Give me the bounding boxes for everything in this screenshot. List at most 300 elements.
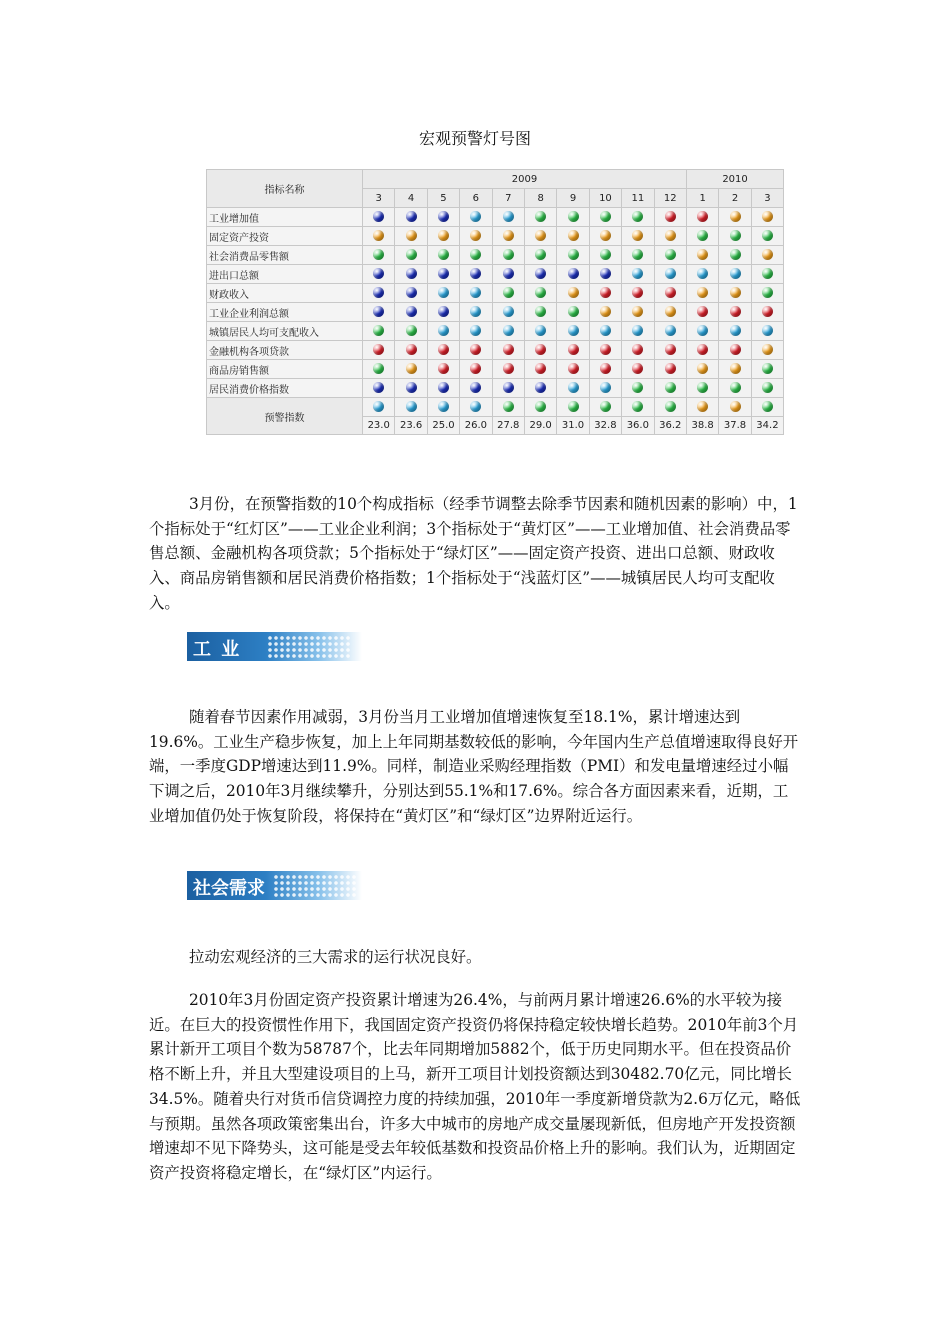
indicator-5-signal-dot-10 <box>697 306 708 317</box>
indicator-8-signal-dot-3 <box>470 363 481 374</box>
signal-cell <box>492 284 524 303</box>
signal-cell <box>460 246 492 265</box>
indicator-2-signal-dot-10 <box>697 249 708 260</box>
signal-cell <box>751 303 783 322</box>
section-banner-industry <box>187 632 362 661</box>
signal-cell <box>492 246 524 265</box>
signal-cell <box>492 265 524 284</box>
section-banner-demand <box>187 871 362 900</box>
signal-cell <box>622 265 654 284</box>
signal-cell <box>363 265 395 284</box>
signal-cell <box>686 379 718 398</box>
warning-signal-cell <box>395 398 427 417</box>
signal-cell <box>719 227 751 246</box>
indicator-6-signal-dot-4 <box>503 325 514 336</box>
indicator-0-signal-dot-3 <box>470 211 481 222</box>
indicator-8-signal-dot-6 <box>568 363 579 374</box>
indicator-1-signal-dot-7 <box>600 230 611 241</box>
signal-cell <box>751 379 783 398</box>
warning-index-value: 37.8 <box>719 417 751 435</box>
indicator-8-signal-dot-4 <box>503 363 514 374</box>
warning-index-value: 31.0 <box>557 417 589 435</box>
indicator-9-signal-dot-11 <box>730 382 741 393</box>
table-row <box>207 284 784 303</box>
signal-cell <box>460 227 492 246</box>
signal-cell <box>395 303 427 322</box>
indicator-6-signal-dot-5 <box>535 325 546 336</box>
warning-signal-cell <box>589 398 621 417</box>
header-year-2009: 2009 <box>363 170 687 189</box>
warning-index-value: 23.0 <box>363 417 395 435</box>
indicator-4-signal-dot-2 <box>438 287 449 298</box>
indicator-0-signal-dot-6 <box>568 211 579 222</box>
indicator-6-signal-dot-2 <box>438 325 449 336</box>
section-banner-industry-label: 工 业 <box>193 639 242 660</box>
indicator-2-signal-dot-6 <box>568 249 579 260</box>
signal-cell <box>719 246 751 265</box>
indicator-3-signal-dot-3 <box>470 268 481 279</box>
chart-title: 宏观预警灯号图 <box>418 129 531 148</box>
indicator-7-signal-dot-6 <box>568 344 579 355</box>
indicator-9-signal-dot-4 <box>503 382 514 393</box>
indicator-8-signal-dot-0 <box>373 363 384 374</box>
signal-cell <box>622 208 654 227</box>
indicator-8-signal-dot-1 <box>406 363 417 374</box>
indicator-9-signal-dot-7 <box>600 382 611 393</box>
indicator-0-signal-dot-12 <box>762 211 773 222</box>
indicator-5-signal-dot-8 <box>632 306 643 317</box>
indicator-2-signal-dot-1 <box>406 249 417 260</box>
warning-index-value: 25.0 <box>427 417 459 435</box>
signal-cell <box>395 341 427 360</box>
warning-signal-cell <box>557 398 589 417</box>
signal-cell <box>427 379 459 398</box>
indicator-9-signal-dot-3 <box>470 382 481 393</box>
indicator-3-signal-dot-8 <box>632 268 643 279</box>
table-row <box>207 246 784 265</box>
signal-cell <box>622 379 654 398</box>
signal-cell <box>686 265 718 284</box>
indicator-0-signal-dot-2 <box>438 211 449 222</box>
indicator-0-signal-dot-11 <box>730 211 741 222</box>
signal-cell <box>395 265 427 284</box>
signal-cell <box>686 227 718 246</box>
header-month: 2 <box>719 189 751 208</box>
warning-index-value: 36.0 <box>622 417 654 435</box>
signal-cell <box>492 379 524 398</box>
signal-cell <box>395 360 427 379</box>
indicator-name: 金融机构各项贷款 <box>207 341 363 360</box>
banner-dots-decoration <box>267 635 352 658</box>
table-row <box>207 322 784 341</box>
signal-cell <box>751 227 783 246</box>
indicator-7-signal-dot-2 <box>438 344 449 355</box>
indicator-7-signal-dot-0 <box>373 344 384 355</box>
indicator-9-signal-dot-6 <box>568 382 579 393</box>
header-month: 9 <box>557 189 589 208</box>
signal-cell <box>719 322 751 341</box>
signal-cell <box>492 227 524 246</box>
signal-cell <box>589 379 621 398</box>
signal-cell <box>589 360 621 379</box>
indicator-1-signal-dot-6 <box>568 230 579 241</box>
signal-cell <box>557 303 589 322</box>
signal-cell <box>557 341 589 360</box>
paragraph-signal-summary: 3月份，在预警指数的10个构成指标（经季节调整去除季节因素和随机因素的影响）中，1个指标处于“红灯区”——工业企业利润；3个指标处于“黄灯区”——工业增加值、社会消费品零售总额、金融机构各项贷款；5个指标处于“绿灯区”——固定资产投资、进出口总额、财政收入、商品房销售额和居民消费价格指数；1个指标处于“浅蓝灯区”——城镇居民人均可支配收入。 <box>149 495 798 612</box>
warning-signal-dot-9 <box>665 401 676 412</box>
indicator-1-signal-dot-0 <box>373 230 384 241</box>
banner-dots-decoration <box>273 874 358 897</box>
signal-cell <box>589 284 621 303</box>
indicator-name: 工业企业利润总额 <box>207 303 363 322</box>
paragraph-industry: 随着春节因素作用减弱，3月份当月工业增加值增速恢复至18.1%，累计增速达到19.6%。工业生产稳步恢复，加上上年同期基数较低的影响，今年国内生产总值增速取得良好开端，一季度GDP增速达到11.9%。同样，制造业采购经理指数（PMI）和发电量增速经过小幅下调之后，2010年3月继续攀升，分别达到55.1%和17.6%。综合各方面因素来看，近期，工业增加值仍处于恢复阶段，将保持在“黄灯区”和“绿灯区”边界附近运行。 <box>149 708 799 825</box>
header-year-2010: 2010 <box>686 170 783 189</box>
indicator-5-signal-dot-0 <box>373 306 384 317</box>
signal-cell <box>395 284 427 303</box>
indicator-0-signal-dot-8 <box>632 211 643 222</box>
indicator-4-signal-dot-8 <box>632 287 643 298</box>
header-month: 10 <box>589 189 621 208</box>
indicator-6-signal-dot-6 <box>568 325 579 336</box>
warning-index-value: 23.6 <box>395 417 427 435</box>
indicator-6-signal-dot-1 <box>406 325 417 336</box>
signal-cell <box>363 227 395 246</box>
signal-cell <box>395 246 427 265</box>
indicator-3-signal-dot-0 <box>373 268 384 279</box>
signal-cell <box>686 341 718 360</box>
signal-cell <box>557 227 589 246</box>
indicator-5-signal-dot-11 <box>730 306 741 317</box>
signal-cell <box>427 265 459 284</box>
signal-cell <box>557 265 589 284</box>
indicator-8-signal-dot-10 <box>697 363 708 374</box>
indicator-2-signal-dot-9 <box>665 249 676 260</box>
header-month: 8 <box>524 189 556 208</box>
indicator-0-signal-dot-9 <box>665 211 676 222</box>
warning-signal-dot-2 <box>438 401 449 412</box>
signal-cell <box>427 227 459 246</box>
indicator-name: 城镇居民人均可支配收入 <box>207 322 363 341</box>
signal-cell <box>622 303 654 322</box>
signal-cell <box>492 303 524 322</box>
indicator-name: 商品房销售额 <box>207 360 363 379</box>
indicator-7-signal-dot-8 <box>632 344 643 355</box>
warning-signal-dot-4 <box>503 401 514 412</box>
indicator-5-signal-dot-3 <box>470 306 481 317</box>
indicator-4-signal-dot-0 <box>373 287 384 298</box>
indicator-9-signal-dot-5 <box>535 382 546 393</box>
indicator-6-signal-dot-8 <box>632 325 643 336</box>
signal-cell <box>460 265 492 284</box>
header-month: 7 <box>492 189 524 208</box>
indicator-4-signal-dot-4 <box>503 287 514 298</box>
indicator-1-signal-dot-5 <box>535 230 546 241</box>
indicator-0-signal-dot-0 <box>373 211 384 222</box>
indicator-3-signal-dot-4 <box>503 268 514 279</box>
signal-cell <box>460 322 492 341</box>
warning-signal-cell <box>524 398 556 417</box>
signal-cell <box>557 379 589 398</box>
signal-cell <box>557 360 589 379</box>
signal-cell <box>589 322 621 341</box>
signal-cell <box>654 379 686 398</box>
signal-cell <box>427 341 459 360</box>
warning-index-value: 34.2 <box>751 417 783 435</box>
signal-cell <box>719 303 751 322</box>
signal-cell <box>427 303 459 322</box>
signal-cell <box>524 284 556 303</box>
signal-cell <box>524 208 556 227</box>
indicator-7-signal-dot-4 <box>503 344 514 355</box>
signal-cell <box>395 227 427 246</box>
indicator-name: 财政收入 <box>207 284 363 303</box>
indicator-2-signal-dot-7 <box>600 249 611 260</box>
signal-cell <box>622 227 654 246</box>
indicator-0-signal-dot-7 <box>600 211 611 222</box>
signal-cell <box>363 246 395 265</box>
signal-cell <box>589 227 621 246</box>
warning-signal-dot-6 <box>568 401 579 412</box>
signal-cell <box>654 341 686 360</box>
signal-cell <box>622 284 654 303</box>
indicator-6-signal-dot-7 <box>600 325 611 336</box>
indicator-1-signal-dot-1 <box>406 230 417 241</box>
indicator-8-signal-dot-8 <box>632 363 643 374</box>
signal-cell <box>492 208 524 227</box>
signal-cell <box>751 265 783 284</box>
table-row <box>207 265 784 284</box>
indicator-2-signal-dot-3 <box>470 249 481 260</box>
signal-cell <box>395 322 427 341</box>
signal-cell <box>686 284 718 303</box>
signal-cell <box>654 227 686 246</box>
warning-signal-cell <box>719 398 751 417</box>
signal-cell <box>686 246 718 265</box>
indicator-7-signal-dot-9 <box>665 344 676 355</box>
paragraph-investment: 2010年3月份固定资产投资累计增速为26.4%，与前两月累计增速26.6%的水平较为接近。在巨大的投资惯性作用下，我国固定资产投资仍将保持稳定较快增长趋势。2010年前3个月累计新开工项目个数为58787个，比去年同期增加5882个，低于历史同期水平。但在投资品价格不断上升，并且大型建设项目的上马，新开工项目计划投资额达到30482.70亿元，同比增长34.5%。随着央行对货币信贷调控力度的持续加强，2010年一季度新增贷款为2.6万亿元，略低与预期。虽然各项政策密集出台，许多大中城市的房地产成交量屡现新低，但房地产开发投资额增速却不见下降势头，这可能是受去年较低基数和投资品价格上升的影响。我们认为，近期固定资产投资将稳定增长，在“绿灯区”内运行。 <box>149 991 801 1182</box>
indicator-0-signal-dot-10 <box>697 211 708 222</box>
signal-cell <box>524 322 556 341</box>
indicator-3-signal-dot-2 <box>438 268 449 279</box>
indicator-2-signal-dot-12 <box>762 249 773 260</box>
indicator-1-signal-dot-3 <box>470 230 481 241</box>
indicator-4-signal-dot-9 <box>665 287 676 298</box>
signal-cell <box>719 284 751 303</box>
indicator-3-signal-dot-12 <box>762 268 773 279</box>
signal-cell <box>654 303 686 322</box>
indicator-9-signal-dot-8 <box>632 382 643 393</box>
indicator-4-signal-dot-5 <box>535 287 546 298</box>
signal-cell <box>589 265 621 284</box>
indicator-name: 进出口总额 <box>207 265 363 284</box>
signal-cell <box>427 360 459 379</box>
signal-cell <box>654 360 686 379</box>
indicator-5-signal-dot-1 <box>406 306 417 317</box>
warning-signal-cell <box>654 398 686 417</box>
warning-index-label: 预警指数 <box>207 398 363 435</box>
signal-cell <box>654 246 686 265</box>
signal-cell <box>524 227 556 246</box>
signal-cell <box>622 360 654 379</box>
indicator-1-signal-dot-8 <box>632 230 643 241</box>
signal-cell <box>751 284 783 303</box>
signal-cell <box>719 360 751 379</box>
signal-cell <box>622 322 654 341</box>
signal-cell <box>363 322 395 341</box>
signal-cell <box>719 265 751 284</box>
indicator-6-signal-dot-3 <box>470 325 481 336</box>
signal-cell <box>460 341 492 360</box>
signal-cell <box>363 379 395 398</box>
signal-cell <box>460 208 492 227</box>
indicator-2-signal-dot-5 <box>535 249 546 260</box>
signal-cell <box>557 208 589 227</box>
signal-cell <box>395 208 427 227</box>
indicator-8-signal-dot-12 <box>762 363 773 374</box>
indicator-8-signal-dot-2 <box>438 363 449 374</box>
indicator-6-signal-dot-10 <box>697 325 708 336</box>
indicator-4-signal-dot-1 <box>406 287 417 298</box>
signal-cell <box>557 322 589 341</box>
warning-signal-dot-8 <box>632 401 643 412</box>
table-row <box>207 341 784 360</box>
indicator-4-signal-dot-3 <box>470 287 481 298</box>
indicator-1-signal-dot-10 <box>697 230 708 241</box>
indicator-8-signal-dot-7 <box>600 363 611 374</box>
signal-cell <box>751 208 783 227</box>
warning-signal-cell <box>363 398 395 417</box>
indicator-6-signal-dot-9 <box>665 325 676 336</box>
signal-cell <box>363 303 395 322</box>
signal-cell <box>686 322 718 341</box>
warning-signal-cell <box>622 398 654 417</box>
signal-cell <box>460 379 492 398</box>
indicator-7-signal-dot-10 <box>697 344 708 355</box>
signal-cell <box>524 246 556 265</box>
indicator-3-signal-dot-9 <box>665 268 676 279</box>
indicator-9-signal-dot-9 <box>665 382 676 393</box>
warning-index-value: 27.8 <box>492 417 524 435</box>
signal-cell <box>622 246 654 265</box>
header-indicator-name: 指标名称 <box>207 170 363 208</box>
table-row <box>207 379 784 398</box>
warning-signal-dot-10 <box>697 401 708 412</box>
table-row <box>207 360 784 379</box>
signal-cell <box>622 341 654 360</box>
signal-cell <box>460 284 492 303</box>
warning-index-value: 36.2 <box>654 417 686 435</box>
signal-cell <box>524 341 556 360</box>
header-month: 5 <box>427 189 459 208</box>
signal-cell <box>427 322 459 341</box>
warning-signal-dot-11 <box>730 401 741 412</box>
warning-index-value: 38.8 <box>686 417 718 435</box>
warning-index-value: 26.0 <box>460 417 492 435</box>
indicator-8-signal-dot-5 <box>535 363 546 374</box>
indicator-3-signal-dot-5 <box>535 268 546 279</box>
signal-cell <box>427 246 459 265</box>
table-row <box>207 227 784 246</box>
indicator-name: 居民消费价格指数 <box>207 379 363 398</box>
indicator-9-signal-dot-1 <box>406 382 417 393</box>
signal-cell <box>524 360 556 379</box>
indicator-7-signal-dot-11 <box>730 344 741 355</box>
signal-cell <box>524 265 556 284</box>
signal-cell <box>363 208 395 227</box>
indicator-name: 固定资产投资 <box>207 227 363 246</box>
header-month: 3 <box>751 189 783 208</box>
indicator-1-signal-dot-11 <box>730 230 741 241</box>
indicator-2-signal-dot-11 <box>730 249 741 260</box>
indicator-0-signal-dot-1 <box>406 211 417 222</box>
signal-cell <box>589 303 621 322</box>
warning-signal-dot-3 <box>470 401 481 412</box>
signal-cell <box>589 341 621 360</box>
indicator-1-signal-dot-4 <box>503 230 514 241</box>
signal-cell <box>654 265 686 284</box>
indicator-9-signal-dot-0 <box>373 382 384 393</box>
warning-signal-cell <box>427 398 459 417</box>
indicator-9-signal-dot-12 <box>762 382 773 393</box>
indicator-5-signal-dot-9 <box>665 306 676 317</box>
warning-light-table-container <box>206 169 784 445</box>
header-month: 6 <box>460 189 492 208</box>
header-month: 4 <box>395 189 427 208</box>
indicator-1-signal-dot-9 <box>665 230 676 241</box>
signal-cell <box>719 379 751 398</box>
indicator-5-signal-dot-5 <box>535 306 546 317</box>
header-month: 3 <box>363 189 395 208</box>
header-month: 12 <box>654 189 686 208</box>
indicator-6-signal-dot-0 <box>373 325 384 336</box>
indicator-7-signal-dot-12 <box>762 344 773 355</box>
signal-cell <box>751 246 783 265</box>
warning-signal-cell <box>460 398 492 417</box>
signal-cell <box>557 284 589 303</box>
signal-cell <box>460 303 492 322</box>
indicator-8-signal-dot-9 <box>665 363 676 374</box>
indicator-2-signal-dot-0 <box>373 249 384 260</box>
indicator-3-signal-dot-1 <box>406 268 417 279</box>
signal-cell <box>395 379 427 398</box>
indicator-5-signal-dot-6 <box>568 306 579 317</box>
table-row <box>207 208 784 227</box>
signal-cell <box>719 341 751 360</box>
indicator-7-signal-dot-1 <box>406 344 417 355</box>
signal-cell <box>492 322 524 341</box>
signal-cell <box>363 360 395 379</box>
indicator-5-signal-dot-12 <box>762 306 773 317</box>
indicator-name: 社会消费品零售额 <box>207 246 363 265</box>
warning-signal-dot-12 <box>762 401 773 412</box>
indicator-6-signal-dot-12 <box>762 325 773 336</box>
indicator-4-signal-dot-6 <box>568 287 579 298</box>
signal-cell <box>719 208 751 227</box>
indicator-4-signal-dot-7 <box>600 287 611 298</box>
warning-signal-dot-7 <box>600 401 611 412</box>
header-month: 1 <box>686 189 718 208</box>
indicator-2-signal-dot-2 <box>438 249 449 260</box>
indicator-3-signal-dot-6 <box>568 268 579 279</box>
signal-cell <box>492 360 524 379</box>
warning-signal-dot-0 <box>373 401 384 412</box>
indicator-3-signal-dot-10 <box>697 268 708 279</box>
indicator-3-signal-dot-7 <box>600 268 611 279</box>
indicator-6-signal-dot-11 <box>730 325 741 336</box>
signal-cell <box>557 246 589 265</box>
warning-light-table <box>206 169 784 435</box>
signal-cell <box>654 322 686 341</box>
